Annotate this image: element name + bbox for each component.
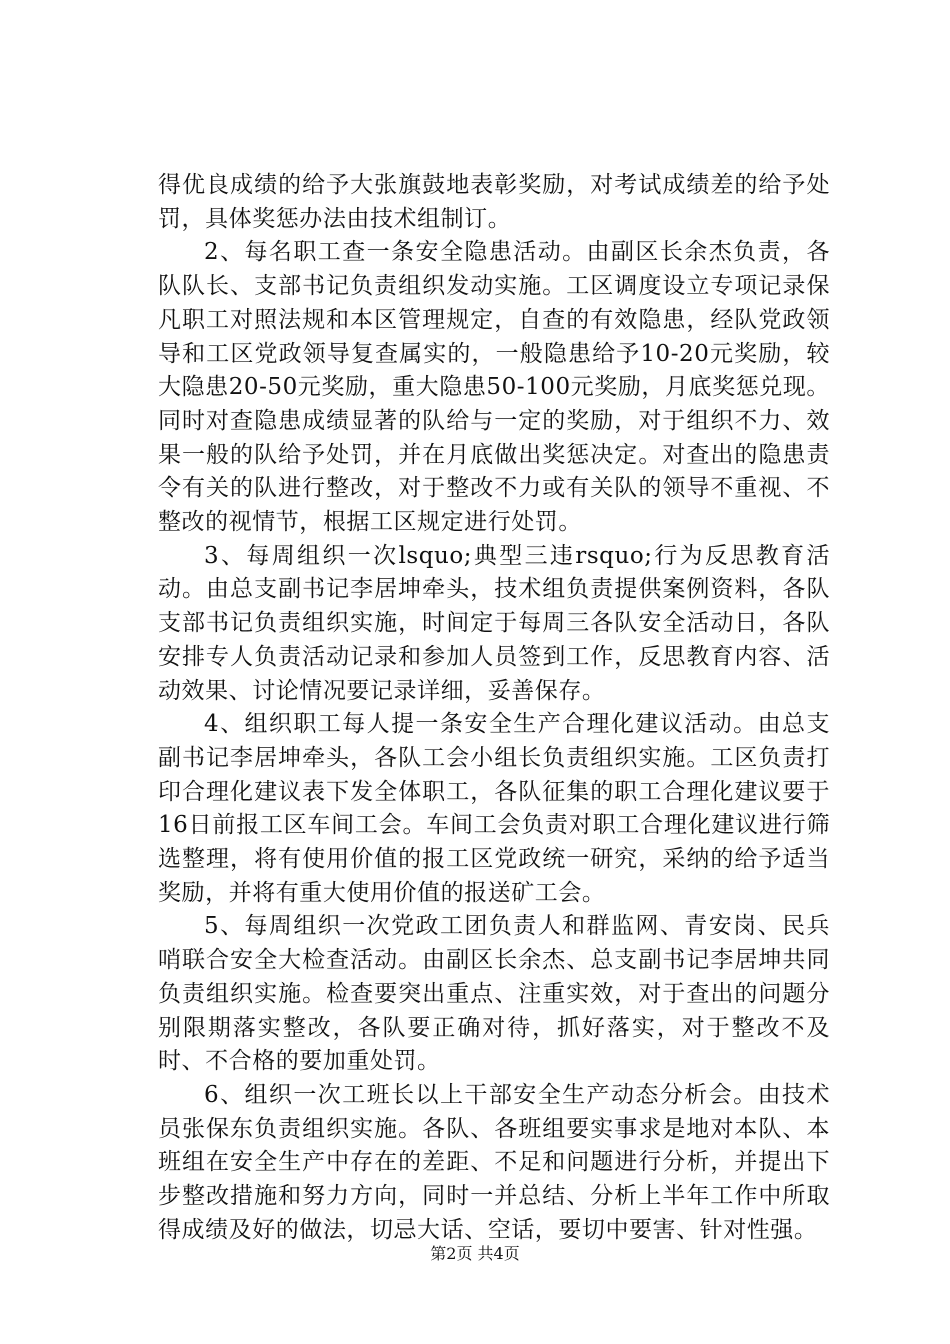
page-number-footer: 第2页 共4页: [430, 1244, 520, 1263]
paragraph-continuation: 得优良成绩的给予大张旗鼓地表彰奖励，对考试成绩差的给予处罚，具体奖惩办法由技术组制订。: [158, 172, 830, 232]
paragraph-item-4: 4、组织职工每人提一条安全生产合理化建议活动。由总支副书记李居坤牵头，各队工会小组长负责组织实施。工区负责打印合理化建议表下发全体职工，各队征集的职工合理化建议要于16日前报工区车间工会。车间工会负责对职工合理化建议进行筛选整理，将有使用价值的报工区党政统一研究，采纳的给予适当奖励，并将有重大使用价值的报送矿工会。: [158, 711, 830, 906]
paragraph-item-2: 2、每名职工查一条安全隐患活动。由副区长余杰负责，各队队长、支部书记负责组织发动实施。工区调度设立专项记录保凡职工对照法规和本区管理规定，自查的有效隐患，经队党政领导和工区党政领导复查属实的，一般隐患给予10-20元奖励，较大隐患20-50元奖励，重大隐患50-100元奖励，月底奖惩兑现。同时对查隐患成绩显著的队给与一定的奖励，对于组织不力、效果一般的队给予处罚，并在月底做出奖惩决定。对查出的隐患责令有关的队进行整改，对于整改不力或有关队的领导不重视、不整改的视情节，根据工区规定进行处罚。: [158, 239, 830, 536]
document-body: [158, 169, 830, 1248]
paragraph-item-6: 6、组织一次工班长以上干部安全生产动态分析会。由技术员张保东负责组织实施。各队、各班组要实事求是地对本队、本班组在安全生产中存在的差距、不足和问题进行分析，并提出下步整改措施和努力方向，同时一并总结、分析上半年工作中所取得成绩及好的做法，切忌大话、空话，要切中要害、针对性强。: [158, 1081, 830, 1243]
paragraph-item-5: 5、每周组织一次党政工团负责人和群监网、青安岗、民兵哨联合安全大检查活动。由副区长余杰、总支副书记李居坤共同负责组织实施。检查要突出重点、注重实效，对于查出的问题分别限期落实整改，各队要正确对待，抓好落实，对于整改不及时、不合格的要加重处罚。: [158, 913, 830, 1075]
paragraph-item-3: 3、每周组织一次lsquo;典型三违rsquo;行为反思教育活动。由总支副书记李居坤牵头，技术组负责提供案例资料，各队支部书记负责组织实施，时间定于每周三各队安全活动日，各队安排专人负责活动记录和参加人员签到工作，反思教育内容、活动效果、讨论情况要记录详细，妥善保存。: [158, 542, 830, 704]
